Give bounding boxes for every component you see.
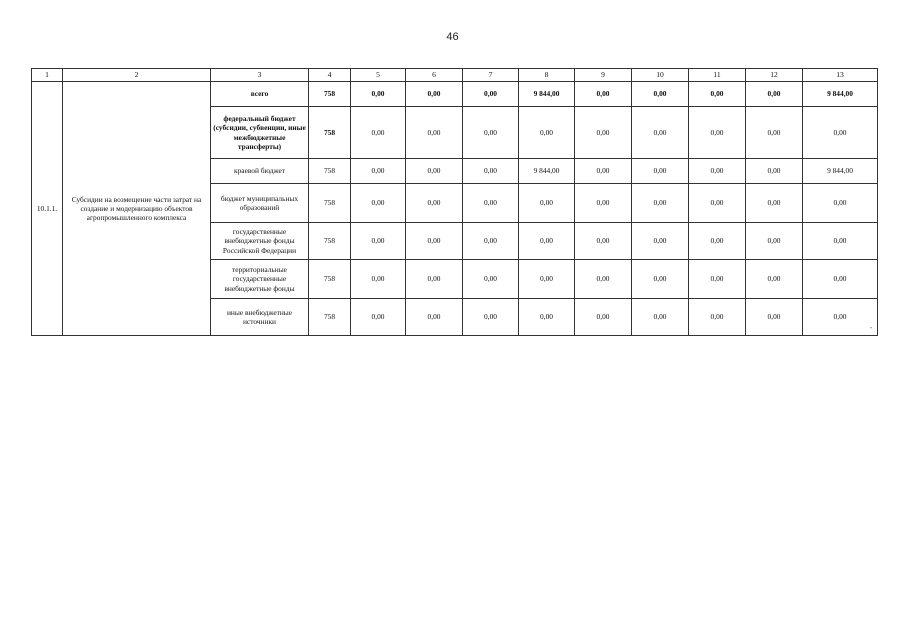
header-cell: 1 bbox=[32, 69, 63, 82]
value-cell: 0,00 bbox=[575, 82, 632, 107]
value-cell: 0,00 bbox=[575, 107, 632, 159]
value-cell: 0,00 bbox=[575, 223, 632, 260]
value-cell: 0,00 bbox=[406, 107, 463, 159]
value-cell: 0,00 bbox=[746, 223, 803, 260]
header-cell: 4 bbox=[309, 69, 351, 82]
value-cell: 0,00 bbox=[406, 184, 463, 223]
budget-table bbox=[31, 68, 878, 336]
value-cell: 0,00 bbox=[803, 260, 878, 299]
value-cell: 0,00 bbox=[689, 184, 746, 223]
value-cell: 758 bbox=[309, 107, 351, 159]
value-cell: 9 844,00 bbox=[803, 82, 878, 107]
header-cell: 8 bbox=[519, 69, 575, 82]
value-cell: 0,00 bbox=[463, 107, 519, 159]
header-cell: 12 bbox=[746, 69, 803, 82]
value-cell: 9 844,00 bbox=[803, 159, 878, 184]
value-cell: 0,00 bbox=[519, 184, 575, 223]
value-cell: 0,00 bbox=[746, 184, 803, 223]
value-cell: 9 844,00 bbox=[519, 159, 575, 184]
value-cell: 0,00 bbox=[406, 260, 463, 299]
value-cell: 0,00 bbox=[575, 260, 632, 299]
funding-source: бюджет муниципальных образований bbox=[211, 184, 309, 223]
funding-source: всего bbox=[211, 82, 309, 107]
header-cell: 11 bbox=[689, 69, 746, 82]
value-cell: 0,00 bbox=[632, 260, 689, 299]
value-cell: 0,00 bbox=[746, 159, 803, 184]
item-code: 10.1.1. bbox=[32, 82, 63, 336]
header-cell: 3 bbox=[211, 69, 309, 82]
funding-source: иные внебюджетные источники bbox=[211, 299, 309, 336]
value-cell: 0,00 bbox=[406, 299, 463, 336]
value-cell: 0,00 bbox=[575, 299, 632, 336]
page-number: 46 bbox=[446, 31, 459, 43]
value-cell: 758 bbox=[309, 82, 351, 107]
value-cell: 0,00 bbox=[575, 184, 632, 223]
value-cell: 0,00 bbox=[351, 223, 406, 260]
value-cell: 0,00 bbox=[463, 82, 519, 107]
value-cell: 758 bbox=[309, 159, 351, 184]
value-cell: 0,00 bbox=[746, 82, 803, 107]
value-cell: 0,00 bbox=[803, 223, 878, 260]
value-cell: 0,00 bbox=[632, 159, 689, 184]
value-cell: 0,00 bbox=[351, 82, 406, 107]
header-cell: 9 bbox=[575, 69, 632, 82]
value-cell: 0,00 bbox=[351, 107, 406, 159]
value-cell: 0,00 bbox=[463, 184, 519, 223]
value-cell: 0,00 bbox=[519, 260, 575, 299]
funding-source: краевой бюджет bbox=[211, 159, 309, 184]
value-cell: 0,00 bbox=[351, 184, 406, 223]
value-cell: 758 bbox=[309, 223, 351, 260]
value-cell: 0,00 bbox=[463, 299, 519, 336]
value-cell: 0,00 bbox=[632, 184, 689, 223]
value-cell: 0,00 bbox=[406, 159, 463, 184]
funding-source: федеральный бюджет (субсидии, субвенции, иные межбюджетные трансферты) bbox=[211, 107, 309, 159]
table-row bbox=[32, 82, 878, 107]
value-cell: 0,00 bbox=[519, 223, 575, 260]
value-cell: 0,00 bbox=[746, 107, 803, 159]
value-cell: 0,00 bbox=[689, 299, 746, 336]
value-cell: 0,00 bbox=[575, 159, 632, 184]
value-cell: 0,00 bbox=[632, 223, 689, 260]
value-cell: 0,00 bbox=[632, 82, 689, 107]
header-row bbox=[32, 69, 878, 82]
value-cell: 0,00 bbox=[803, 184, 878, 223]
value-cell: 0,00 bbox=[746, 260, 803, 299]
value-cell: 9 844,00 bbox=[519, 82, 575, 107]
value-cell: 0,00 bbox=[519, 107, 575, 159]
value-cell: 758 bbox=[309, 260, 351, 299]
value-cell: 0,00 bbox=[632, 299, 689, 336]
header-cell: 2 bbox=[63, 69, 211, 82]
value-cell: 758 bbox=[309, 299, 351, 336]
value-cell: 0,00 bbox=[803, 107, 878, 159]
value-cell: 0,00 bbox=[406, 223, 463, 260]
value-cell: 0,00 bbox=[632, 107, 689, 159]
value-cell: 0,00 bbox=[519, 299, 575, 336]
item-description: Субсидии на возмещение части затрат на создание и модернизацию объектов агропромышленного комплекса bbox=[63, 82, 211, 336]
header-cell: 13 bbox=[803, 69, 878, 82]
value-cell: 0,00 bbox=[463, 260, 519, 299]
value-cell: 0,00 bbox=[803, 299, 878, 336]
header-cell: 10 bbox=[632, 69, 689, 82]
value-cell: 0,00 bbox=[689, 223, 746, 260]
value-cell: 0,00 bbox=[351, 260, 406, 299]
value-cell: 758 bbox=[309, 184, 351, 223]
value-cell: 0,00 bbox=[406, 82, 463, 107]
value-cell: 0,00 bbox=[351, 299, 406, 336]
value-cell: 0,00 bbox=[689, 82, 746, 107]
value-cell: 0,00 bbox=[689, 107, 746, 159]
value-cell: 0,00 bbox=[689, 260, 746, 299]
header-cell: 7 bbox=[463, 69, 519, 82]
header-cell: 6 bbox=[406, 69, 463, 82]
value-cell: 0,00 bbox=[746, 299, 803, 336]
funding-source: территориальные государственные внебюджетные фонды bbox=[211, 260, 309, 299]
value-cell: 0,00 bbox=[463, 223, 519, 260]
header-cell: 5 bbox=[351, 69, 406, 82]
closing-quote-mark: " bbox=[870, 327, 873, 333]
funding-source: государственные внебюджетные фонды Российской Федерации bbox=[211, 223, 309, 260]
value-cell: 0,00 bbox=[351, 159, 406, 184]
value-cell: 0,00 bbox=[689, 159, 746, 184]
value-cell: 0,00 bbox=[463, 159, 519, 184]
